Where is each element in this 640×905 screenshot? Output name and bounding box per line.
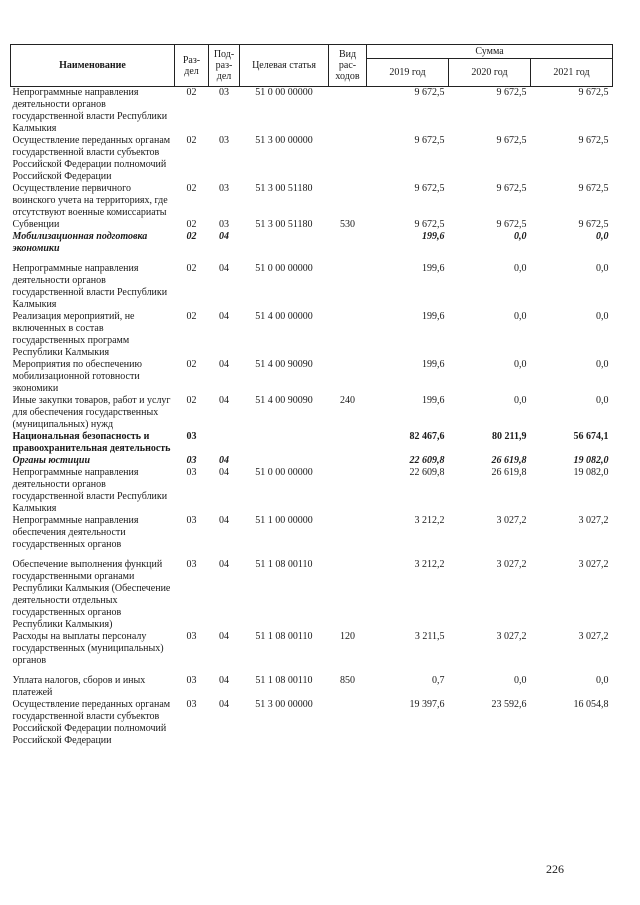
cell-pr: 03 [219, 183, 229, 194]
cell-y2: 0,0 [514, 231, 527, 242]
cell-name: Национальная безопасность и правоохранительная деятельность [12, 431, 171, 454]
cell-y3: 3 027,2 [578, 559, 609, 570]
cell-rz: 03 [186, 631, 197, 642]
page-number: 226 [546, 862, 564, 876]
cell-name: Уплата налогов, сборов и иных платежей [12, 675, 146, 698]
cell-pr: 04 [219, 515, 229, 526]
cell-name: Мобилизационная подготовка экономики [12, 231, 148, 254]
cell-name: Непрограммные направления деятельности органов государственной власти Республики Калмыкия [12, 467, 168, 514]
cell-vr [329, 455, 367, 467]
cell-rz: 02 [186, 87, 197, 98]
cell-y1: 3 211,5 [414, 631, 445, 642]
table-row [11, 515, 613, 551]
cell-pr: 04 [219, 631, 229, 642]
cell-cs: 51 1 00 00000 [255, 515, 313, 526]
cell-pr: 04 [219, 231, 229, 242]
cell-name: Органы юстиции [12, 455, 91, 466]
cell-cs: 51 3 00 00000 [255, 135, 313, 146]
cell-cs [240, 231, 329, 255]
cell-y3: 0,0 [596, 231, 609, 242]
cell-pr: 04 [219, 675, 229, 686]
cell-y1: 9 672,5 [414, 87, 445, 98]
cell-y3: 9 672,5 [578, 183, 609, 194]
table-row [11, 699, 613, 747]
cell-rz: 02 [186, 231, 197, 242]
cell-rz: 03 [186, 515, 197, 526]
cell-y2: 3 027,2 [496, 515, 527, 526]
cell-y1: 3 212,2 [414, 559, 445, 570]
cell-y2: 0,0 [514, 395, 527, 406]
cell-y3: 9 672,5 [578, 87, 609, 98]
cell-name: Обеспечение выполнения функций государственными органами Республики Калмыкия (Обеспечение деятельности отдельных государственных органов Республики Калмыкия) [12, 559, 171, 630]
cell-rz: 03 [186, 675, 197, 686]
cell-y3: 19 082,0 [573, 467, 609, 478]
cell-rz: 02 [186, 395, 197, 406]
cell-y2: 9 672,5 [496, 135, 527, 146]
cell-rz: 02 [186, 183, 197, 194]
cell-name: Субвенции [12, 219, 60, 230]
cell-vr [329, 467, 367, 515]
cell-y3: 56 674,1 [573, 431, 609, 442]
cell-y2: 9 672,5 [496, 183, 527, 194]
cell-y2: 26 619,8 [491, 455, 527, 466]
cell-vr: 850 [340, 675, 355, 686]
cell-vr [329, 515, 367, 551]
cell-y3: 19 082,0 [573, 455, 609, 466]
cell-cs: 51 0 00 00000 [255, 467, 313, 478]
cell-name: Непрограммные направления обеспечения деятельности государственных органов [12, 515, 139, 550]
cell-cs: 51 3 00 00000 [255, 699, 313, 710]
cell-y3: 16 054,8 [573, 699, 609, 710]
cell-pr: 03 [219, 219, 229, 230]
cell-y1: 19 397,6 [409, 699, 445, 710]
cell-name: Осуществление переданных органам государственной власти субъектов Российской Федерации полномочий Российской Федерации [12, 135, 171, 182]
cell-pr: 04 [219, 263, 229, 274]
cell-pr: 04 [219, 559, 229, 570]
header-vid: Вид рас-ходов [329, 45, 367, 87]
cell-pr: 04 [219, 699, 229, 710]
header-podrazdel: Под-раз-дел [209, 45, 240, 87]
cell-name: Расходы на выплаты персоналу государственных (муниципальных) органов [12, 631, 164, 666]
cell-y1: 22 609,8 [409, 467, 445, 478]
cell-y1: 199,6 [422, 359, 445, 370]
cell-name: Мероприятия по обеспечению мобилизационной готовности экономики [12, 359, 142, 394]
table-body [11, 87, 613, 748]
cell-vr [329, 255, 367, 311]
header-2020: 2020 год [449, 59, 531, 87]
cell-y2: 26 619,8 [491, 467, 527, 478]
table-row [11, 431, 613, 455]
header-2019: 2019 год [367, 59, 449, 87]
cell-name: Непрограммные направления деятельности органов государственной власти Республики Калмыкия [12, 263, 168, 310]
budget-table-wrapper [10, 44, 612, 747]
cell-rz: 02 [186, 135, 197, 146]
cell-y3: 0,0 [596, 675, 609, 686]
cell-rz: 02 [186, 219, 197, 230]
cell-pr [209, 431, 240, 455]
table-row [11, 87, 613, 136]
cell-cs: 51 4 00 90090 [255, 359, 313, 370]
cell-vr [329, 135, 367, 183]
cell-cs [240, 455, 329, 467]
cell-rz: 02 [186, 359, 197, 370]
cell-y3: 9 672,5 [578, 219, 609, 230]
cell-cs: 51 0 00 00000 [255, 87, 313, 98]
cell-y3: 3 027,2 [578, 631, 609, 642]
cell-cs [240, 431, 329, 455]
cell-pr: 04 [219, 467, 229, 478]
cell-rz: 02 [186, 311, 197, 322]
cell-rz: 03 [186, 559, 197, 570]
cell-rz: 03 [186, 431, 197, 442]
cell-vr: 120 [340, 631, 355, 642]
cell-y2: 0,0 [514, 675, 527, 686]
table-row [11, 183, 613, 219]
cell-cs: 51 1 08 00110 [255, 559, 313, 570]
cell-cs: 51 1 08 00110 [255, 631, 313, 642]
cell-vr [329, 311, 367, 359]
header-summa: Сумма [367, 45, 613, 59]
cell-pr: 04 [219, 359, 229, 370]
cell-y1: 22 609,8 [409, 455, 445, 466]
cell-rz: 03 [186, 467, 197, 478]
cell-pr: 04 [219, 311, 229, 322]
table-header [11, 45, 613, 87]
cell-name: Осуществление первичного воинского учета на территориях, где отсутствуют военные комиссариаты [12, 183, 168, 218]
table-row [11, 467, 613, 515]
cell-y3: 0,0 [596, 311, 609, 322]
cell-y1: 82 467,6 [409, 431, 445, 442]
cell-y3: 0,0 [596, 359, 609, 370]
cell-name: Иные закупки товаров, работ и услуг для обеспечения государственных (муниципальных) нужд [12, 395, 171, 430]
cell-rz: 03 [186, 699, 197, 710]
cell-vr [329, 551, 367, 631]
cell-y2: 3 027,2 [496, 631, 527, 642]
header-razdel: Раз-дел [175, 45, 209, 87]
cell-y2: 3 027,2 [496, 559, 527, 570]
cell-pr: 04 [219, 455, 229, 466]
cell-rz: 02 [186, 263, 197, 274]
cell-y1: 199,6 [422, 231, 445, 242]
cell-vr [329, 87, 367, 136]
cell-y1: 3 212,2 [414, 515, 445, 526]
cell-y2: 0,0 [514, 311, 527, 322]
table-row [11, 311, 613, 359]
cell-rz: 03 [186, 455, 197, 466]
cell-y2: 23 592,6 [491, 699, 527, 710]
table-row [11, 135, 613, 183]
cell-name: Непрограммные направления деятельности органов государственной власти Республики Калмыкия [12, 87, 168, 134]
cell-y1: 199,6 [422, 263, 445, 274]
cell-cs: 51 3 00 51180 [255, 183, 313, 194]
cell-cs: 51 0 00 00000 [255, 263, 313, 274]
cell-y1: 0,7 [432, 675, 445, 686]
table-row [11, 631, 613, 667]
cell-vr [329, 699, 367, 747]
cell-cs: 51 4 00 00000 [255, 311, 313, 322]
cell-cs: 51 4 00 90090 [255, 395, 313, 406]
table-row [11, 255, 613, 311]
header-name: Наименование [11, 45, 175, 87]
cell-y2: 80 211,9 [492, 431, 527, 442]
cell-pr: 04 [219, 395, 229, 406]
table-row [11, 219, 613, 231]
cell-y3: 3 027,2 [578, 515, 609, 526]
table-row [11, 551, 613, 631]
budget-table [10, 44, 613, 747]
cell-vr [329, 431, 367, 455]
cell-y3: 0,0 [596, 395, 609, 406]
cell-vr [329, 231, 367, 255]
cell-y2: 0,0 [514, 263, 527, 274]
header-2021: 2021 год [531, 59, 613, 87]
table-row [11, 455, 613, 467]
cell-name: Осуществление переданных органам государственной власти субъектов Российской Федерации полномочий Российской Федерации [12, 699, 171, 746]
table-row [11, 231, 613, 255]
cell-y1: 199,6 [422, 395, 445, 406]
cell-y1: 9 672,5 [414, 135, 445, 146]
header-celevaya: Целевая статья [240, 45, 329, 87]
cell-vr [329, 183, 367, 219]
cell-cs: 51 3 00 51180 [255, 219, 313, 230]
cell-y1: 9 672,5 [414, 183, 445, 194]
cell-vr: 240 [340, 395, 355, 406]
cell-vr: 530 [340, 219, 355, 230]
cell-cs: 51 1 08 00110 [255, 675, 313, 686]
cell-y2: 9 672,5 [496, 219, 527, 230]
table-row [11, 359, 613, 395]
cell-y3: 9 672,5 [578, 135, 609, 146]
cell-y1: 199,6 [422, 311, 445, 322]
cell-y1: 9 672,5 [414, 219, 445, 230]
cell-y2: 0,0 [514, 359, 527, 370]
cell-vr [329, 359, 367, 395]
table-row [11, 395, 613, 431]
cell-pr: 03 [219, 87, 229, 98]
cell-name: Реализация мероприятий, не включенных в состав государственных программ Республики Калмыкия [12, 311, 135, 358]
cell-y3: 0,0 [596, 263, 609, 274]
cell-y2: 9 672,5 [496, 87, 527, 98]
cell-pr: 03 [219, 135, 229, 146]
table-row [11, 667, 613, 699]
